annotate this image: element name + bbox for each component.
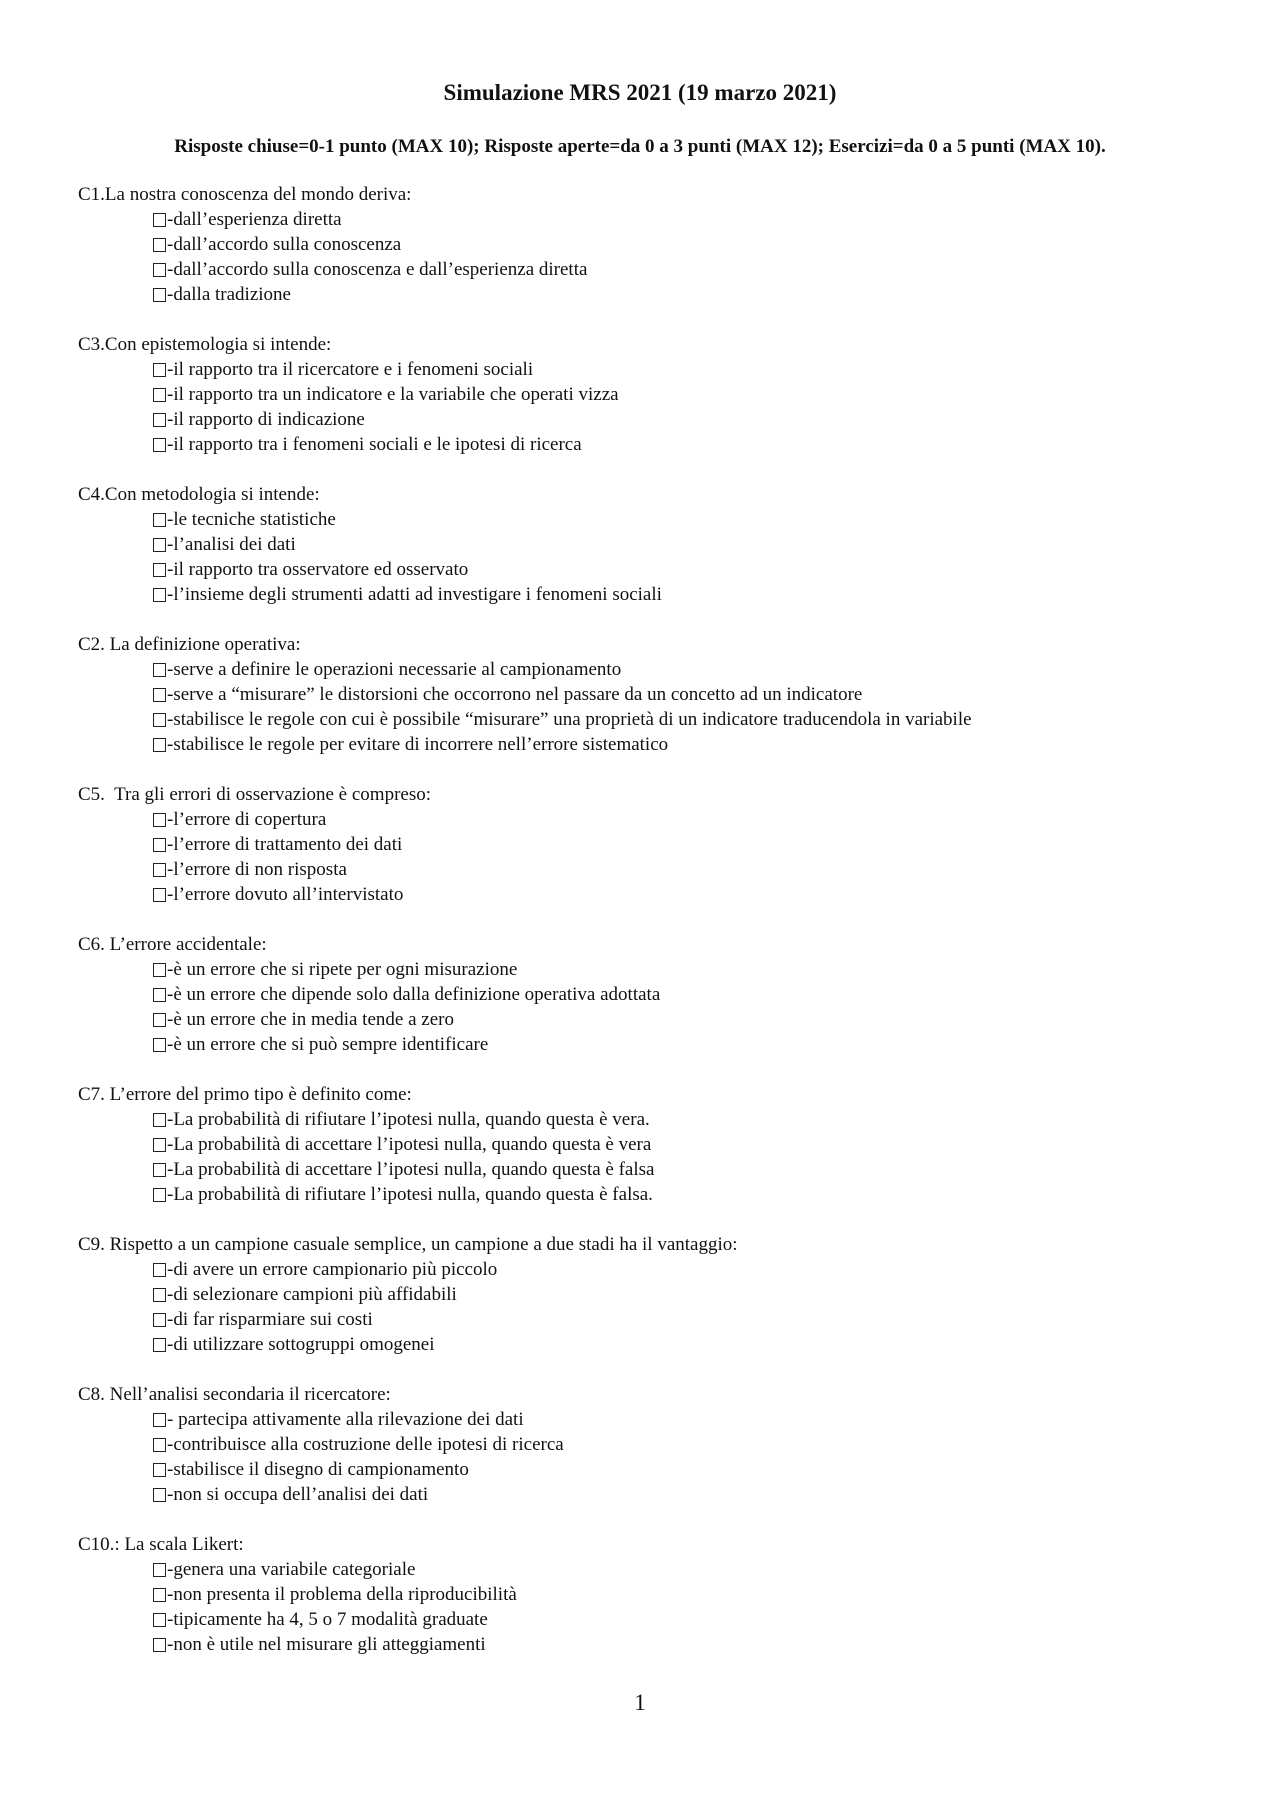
checkbox-icon[interactable] <box>153 513 166 527</box>
checkbox-icon[interactable] <box>153 388 166 402</box>
answer-option[interactable] <box>153 1632 1228 1657</box>
answer-option-label: -genera una variabile categoriale <box>167 1559 416 1580</box>
question-block <box>78 932 1228 1057</box>
answer-option-label: -il rapporto di indicazione <box>167 409 365 430</box>
checkbox-icon[interactable] <box>153 1288 166 1302</box>
question-text: C10.: La scala Likert: <box>78 1534 244 1555</box>
answer-option-label: -dalla tradizione <box>167 284 291 305</box>
answer-option[interactable] <box>153 1432 1228 1457</box>
answer-options <box>78 507 1228 607</box>
answer-option[interactable] <box>153 432 1228 457</box>
answer-option-label: -il rapporto tra un indicatore e la variabile che operati vizza <box>167 384 619 405</box>
answer-option[interactable] <box>153 732 1228 757</box>
answer-option-label: -contribuisce alla costruzione delle ipotesi di ricerca <box>167 1434 564 1455</box>
answer-option[interactable] <box>153 657 1228 682</box>
checkbox-icon[interactable] <box>153 288 166 302</box>
answer-option-label: -non è utile nel misurare gli atteggiamenti <box>167 1634 486 1655</box>
answer-options <box>78 957 1228 1057</box>
answer-option-label: -il rapporto tra osservatore ed osservato <box>167 559 469 580</box>
checkbox-icon[interactable] <box>153 1013 166 1027</box>
answer-option-label: -stabilisce le regole per evitare di incorrere nell’errore sistematico <box>167 734 669 755</box>
question-text: C1.La nostra conoscenza del mondo deriva: <box>78 184 412 205</box>
checkbox-icon[interactable] <box>153 813 166 827</box>
question-block <box>78 1382 1228 1507</box>
answer-option[interactable] <box>153 807 1228 832</box>
answer-option[interactable] <box>153 832 1228 857</box>
answer-option-label: -La probabilità di rifiutare l’ipotesi nulla, quando questa è falsa. <box>167 1184 653 1205</box>
answer-options <box>78 807 1228 907</box>
question-block <box>78 332 1228 457</box>
answer-options <box>78 657 1228 757</box>
answer-option[interactable] <box>153 1132 1228 1157</box>
checkbox-icon[interactable] <box>153 238 166 252</box>
answer-option-label: -è un errore che in media tende a zero <box>167 1009 454 1030</box>
question-text: C3.Con epistemologia si intende: <box>78 334 332 355</box>
answer-option[interactable] <box>153 1582 1228 1607</box>
answer-option-label: -non presenta il problema della riproducibilità <box>167 1584 517 1605</box>
checkbox-icon[interactable] <box>153 738 166 752</box>
answer-option[interactable] <box>153 1482 1228 1507</box>
answer-option-label: -è un errore che si ripete per ogni misurazione <box>167 959 518 980</box>
answer-option-label: -La probabilità di accettare l’ipotesi nulla, quando questa è vera <box>167 1134 652 1155</box>
answer-option-label: -di selezionare campioni più affidabili <box>167 1284 457 1305</box>
checkbox-icon[interactable] <box>153 1338 166 1352</box>
question-text: C2. La definizione operativa: <box>78 634 301 655</box>
checkbox-icon[interactable] <box>153 688 166 702</box>
question-text: C4.Con metodologia si intende: <box>78 484 320 505</box>
checkbox-icon[interactable] <box>153 1113 166 1127</box>
checkbox-icon[interactable] <box>153 1263 166 1277</box>
answer-options <box>78 1557 1228 1657</box>
answer-options <box>78 357 1228 457</box>
answer-option-label: -l’insieme degli strumenti adatti ad investigare i fenomeni sociali <box>167 584 662 605</box>
questions-list <box>78 182 1228 1682</box>
checkbox-icon[interactable] <box>153 988 166 1002</box>
answer-options <box>78 1107 1228 1207</box>
answer-option-label: -La probabilità di accettare l’ipotesi nulla, quando questa è falsa <box>167 1159 655 1180</box>
checkbox-icon[interactable] <box>153 1463 166 1477</box>
answer-option[interactable] <box>153 282 1228 307</box>
question-text: C8. Nell’analisi secondaria il ricercatore: <box>78 1384 391 1405</box>
answer-option[interactable] <box>153 1557 1228 1582</box>
question-block <box>78 1232 1228 1357</box>
answer-option-label: -tipicamente ha 4, 5 o 7 modalità graduate <box>167 1609 488 1630</box>
checkbox-icon[interactable] <box>153 713 166 727</box>
checkbox-icon[interactable] <box>153 888 166 902</box>
answer-option[interactable] <box>153 357 1228 382</box>
checkbox-icon[interactable] <box>153 1438 166 1452</box>
answer-option[interactable] <box>153 1407 1228 1432</box>
checkbox-icon[interactable] <box>153 1488 166 1502</box>
page-number: 1 <box>634 1690 646 1715</box>
answer-options <box>78 1257 1228 1357</box>
answer-option-label: -il rapporto tra il ricercatore e i fenomeni sociali <box>167 359 534 380</box>
checkbox-icon[interactable] <box>153 413 166 427</box>
answer-option-label: -dall’accordo sulla conoscenza <box>167 234 402 255</box>
answer-option[interactable] <box>153 532 1228 557</box>
answer-option-label: -l’errore di copertura <box>167 809 327 830</box>
answer-option-label: -è un errore che si può sempre identificare <box>167 1034 489 1055</box>
checkbox-icon[interactable] <box>153 1138 166 1152</box>
question-block <box>78 1082 1228 1207</box>
checkbox-icon[interactable] <box>153 663 166 677</box>
answer-option-label: -le tecniche statistiche <box>167 509 336 530</box>
answer-option-label: -il rapporto tra i fenomeni sociali e le ipotesi di ricerca <box>167 434 582 455</box>
checkbox-icon[interactable] <box>153 213 166 227</box>
answer-option[interactable] <box>153 682 1228 707</box>
answer-option[interactable] <box>153 857 1228 882</box>
answer-option[interactable] <box>153 1332 1228 1357</box>
answer-option-label: -stabilisce il disegno di campionamento <box>167 1459 469 1480</box>
checkbox-icon[interactable] <box>153 263 166 277</box>
answer-options <box>78 207 1228 307</box>
checkbox-icon[interactable] <box>153 963 166 977</box>
answer-option-label: -dall’accordo sulla conoscenza e dall’esperienza diretta <box>167 259 588 280</box>
answer-option-label: -serve a definire le operazioni necessarie al campionamento <box>167 659 622 680</box>
checkbox-icon[interactable] <box>153 863 166 877</box>
answer-option-label: -l’errore di non risposta <box>167 859 347 880</box>
answer-option[interactable] <box>153 1607 1228 1632</box>
answer-option[interactable] <box>153 207 1228 232</box>
answer-option[interactable] <box>153 382 1228 407</box>
answer-option[interactable] <box>153 557 1228 582</box>
answer-option[interactable] <box>153 707 1228 732</box>
answer-option[interactable] <box>153 1457 1228 1482</box>
answer-option-label: -di far risparmiare sui costi <box>167 1309 373 1330</box>
question-text: C9. Rispetto a un campione casuale semplice, un campione a due stadi ha il vantaggio: <box>78 1234 738 1255</box>
answer-option-label: - partecipa attivamente alla rilevazione dei dati <box>167 1409 524 1430</box>
answer-option[interactable] <box>153 982 1228 1007</box>
document-title: Simulazione MRS 2021 (19 marzo 2021) <box>443 80 837 105</box>
answer-option[interactable] <box>153 1282 1228 1307</box>
scoring-instructions: Risposte chiuse=0-1 punto (MAX 10); Risposte aperte=da 0 a 3 punti (MAX 12); Esercizi=da 0 a 5 punti (MAX 10). <box>174 136 1106 157</box>
answer-option[interactable] <box>153 1157 1228 1182</box>
checkbox-icon[interactable] <box>153 563 166 577</box>
answer-option[interactable] <box>153 1107 1228 1132</box>
question-block <box>78 1532 1228 1657</box>
answer-option-label: -è un errore che dipende solo dalla definizione operativa adottata <box>167 984 661 1005</box>
answer-option[interactable] <box>153 407 1228 432</box>
question-block <box>78 632 1228 757</box>
checkbox-icon[interactable] <box>153 588 166 602</box>
answer-option[interactable] <box>153 1007 1228 1032</box>
checkbox-icon[interactable] <box>153 1313 166 1327</box>
checkbox-icon[interactable] <box>153 1188 166 1202</box>
checkbox-icon[interactable] <box>153 538 166 552</box>
question-text: C5. Tra gli errori di osservazione è compreso: <box>78 784 432 805</box>
checkbox-icon[interactable] <box>153 838 166 852</box>
answer-option-label: -dall’esperienza diretta <box>167 209 342 230</box>
question-block <box>78 182 1228 307</box>
answer-option[interactable] <box>153 1182 1228 1207</box>
answer-option-label: -non si occupa dell’analisi dei dati <box>167 1484 429 1505</box>
answer-option[interactable] <box>153 232 1228 257</box>
checkbox-icon[interactable] <box>153 1588 166 1602</box>
checkbox-icon[interactable] <box>153 1613 166 1627</box>
answer-option[interactable] <box>153 582 1228 607</box>
answer-option-label: -di avere un errore campionario più piccolo <box>167 1259 498 1280</box>
question-text: C6. L’errore accidentale: <box>78 934 267 955</box>
checkbox-icon[interactable] <box>153 1638 166 1652</box>
checkbox-icon[interactable] <box>153 438 166 452</box>
checkbox-icon[interactable] <box>153 1163 166 1177</box>
question-block <box>78 782 1228 907</box>
checkbox-icon[interactable] <box>153 1038 166 1052</box>
answer-option[interactable] <box>153 957 1228 982</box>
question-text: C7. L’errore del primo tipo è definito come: <box>78 1084 412 1105</box>
answer-option[interactable] <box>153 507 1228 532</box>
checkbox-icon[interactable] <box>153 363 166 377</box>
question-block <box>78 482 1228 607</box>
checkbox-icon[interactable] <box>153 1563 166 1577</box>
answer-option-label: -serve a “misurare” le distorsioni che occorrono nel passare da un concetto ad un indicatore <box>167 684 863 705</box>
answer-option-label: -l’errore dovuto all’intervistato <box>167 884 404 905</box>
answer-options <box>78 1407 1228 1507</box>
answer-option[interactable] <box>153 257 1228 282</box>
answer-option-label: -l’analisi dei dati <box>167 534 296 555</box>
answer-option-label: -l’errore di trattamento dei dati <box>167 834 403 855</box>
answer-option[interactable] <box>153 1032 1228 1057</box>
answer-option[interactable] <box>153 882 1228 907</box>
answer-option-label: -stabilisce le regole con cui è possibile “misurare” una proprietà di un indicatore traducendola in variabile <box>167 709 972 730</box>
answer-option[interactable] <box>153 1307 1228 1332</box>
checkbox-icon[interactable] <box>153 1413 166 1427</box>
answer-option-label: -di utilizzare sottogruppi omogenei <box>167 1334 435 1355</box>
answer-option[interactable] <box>153 1257 1228 1282</box>
answer-option-label: -La probabilità di rifiutare l’ipotesi nulla, quando questa è vera. <box>167 1109 650 1130</box>
